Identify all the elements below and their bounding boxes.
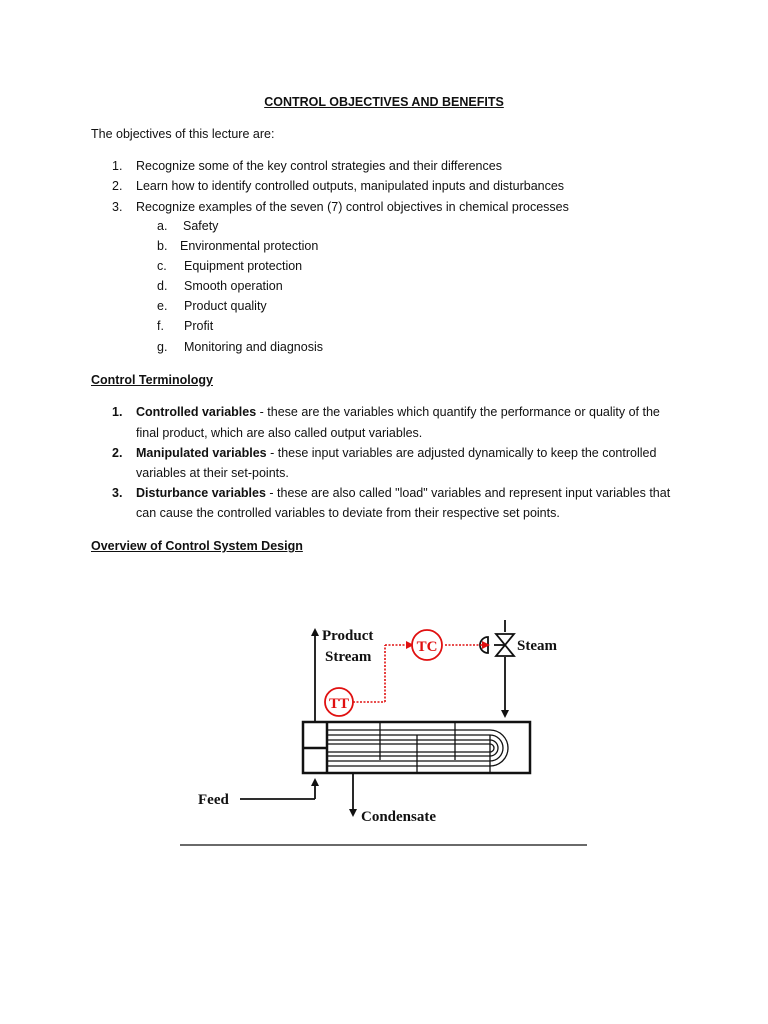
term-3-desc: - these are also called "load" variables and represent input variables that (265, 486, 671, 500)
steam-label: Steam (517, 638, 557, 654)
sub-objective-text: Profit (184, 319, 214, 333)
design-heading: Overview of Control System Design (91, 539, 303, 553)
term-3-name: Disturbance variables (136, 486, 266, 500)
sub-objective-text: Monitoring and diagnosis (184, 340, 323, 354)
sub-objective-text: Environmental protection (180, 239, 319, 253)
term-1-name: Controlled variables (136, 405, 257, 419)
condensate-label: Condensate (361, 809, 437, 825)
objective-1-number: 1. (112, 159, 123, 173)
term-3-line2: can cause the controlled variables to deviate from their respective set points. (136, 506, 560, 520)
sub-objective-letter: f. (157, 319, 164, 333)
objective-2-text: Learn how to identify controlled outputs, manipulated inputs and disturbances (136, 179, 565, 193)
sub-objective-letter: a. (157, 219, 168, 233)
sub-objective-letter: g. (157, 340, 168, 354)
feed-label: Feed (198, 792, 229, 808)
sub-objective-text: Product quality (184, 299, 267, 313)
stream-label: Stream (325, 649, 372, 665)
terminology-heading: Control Terminology (91, 373, 213, 387)
term-2-number: 2. (112, 446, 123, 460)
page-title: CONTROL OBJECTIVES AND BENEFITS (264, 95, 504, 109)
term-3-number: 3. (112, 486, 123, 500)
objective-3-text: Recognize examples of the seven (7) control objectives in chemical processes (136, 200, 569, 214)
term-1-desc: - these are the variables which quantify the performance or quality of the (256, 405, 660, 419)
term-2-name: Manipulated variables (136, 446, 267, 460)
sub-objective-letter: e. (157, 299, 168, 313)
objective-3-number: 3. (112, 200, 123, 214)
sub-objective-text: Equipment protection (184, 259, 303, 273)
term-2-line2: variables at their set-points. (136, 466, 289, 480)
term-1-number: 1. (112, 405, 123, 419)
objective-2-number: 2. (112, 179, 123, 193)
sub-objective-letter: b. (157, 239, 168, 253)
tt-label: TT (328, 696, 350, 712)
objective-1-text: Recognize some of the key control strategies and their differences (136, 159, 502, 173)
sub-objective-letter: c. (157, 259, 167, 273)
intro-text: The objectives of this lecture are: (91, 127, 275, 141)
sub-objective-text: Smooth operation (184, 279, 283, 293)
sub-objective-text: Safety (183, 219, 219, 233)
sub-objective-letter: d. (157, 279, 168, 293)
product-label: Product (322, 628, 374, 644)
term-2-desc: - these input variables are adjusted dynamically to keep the controlled (266, 446, 657, 460)
term-1-line2: final product, which are also called output variables. (136, 426, 423, 440)
tc-label: TC (416, 639, 438, 655)
